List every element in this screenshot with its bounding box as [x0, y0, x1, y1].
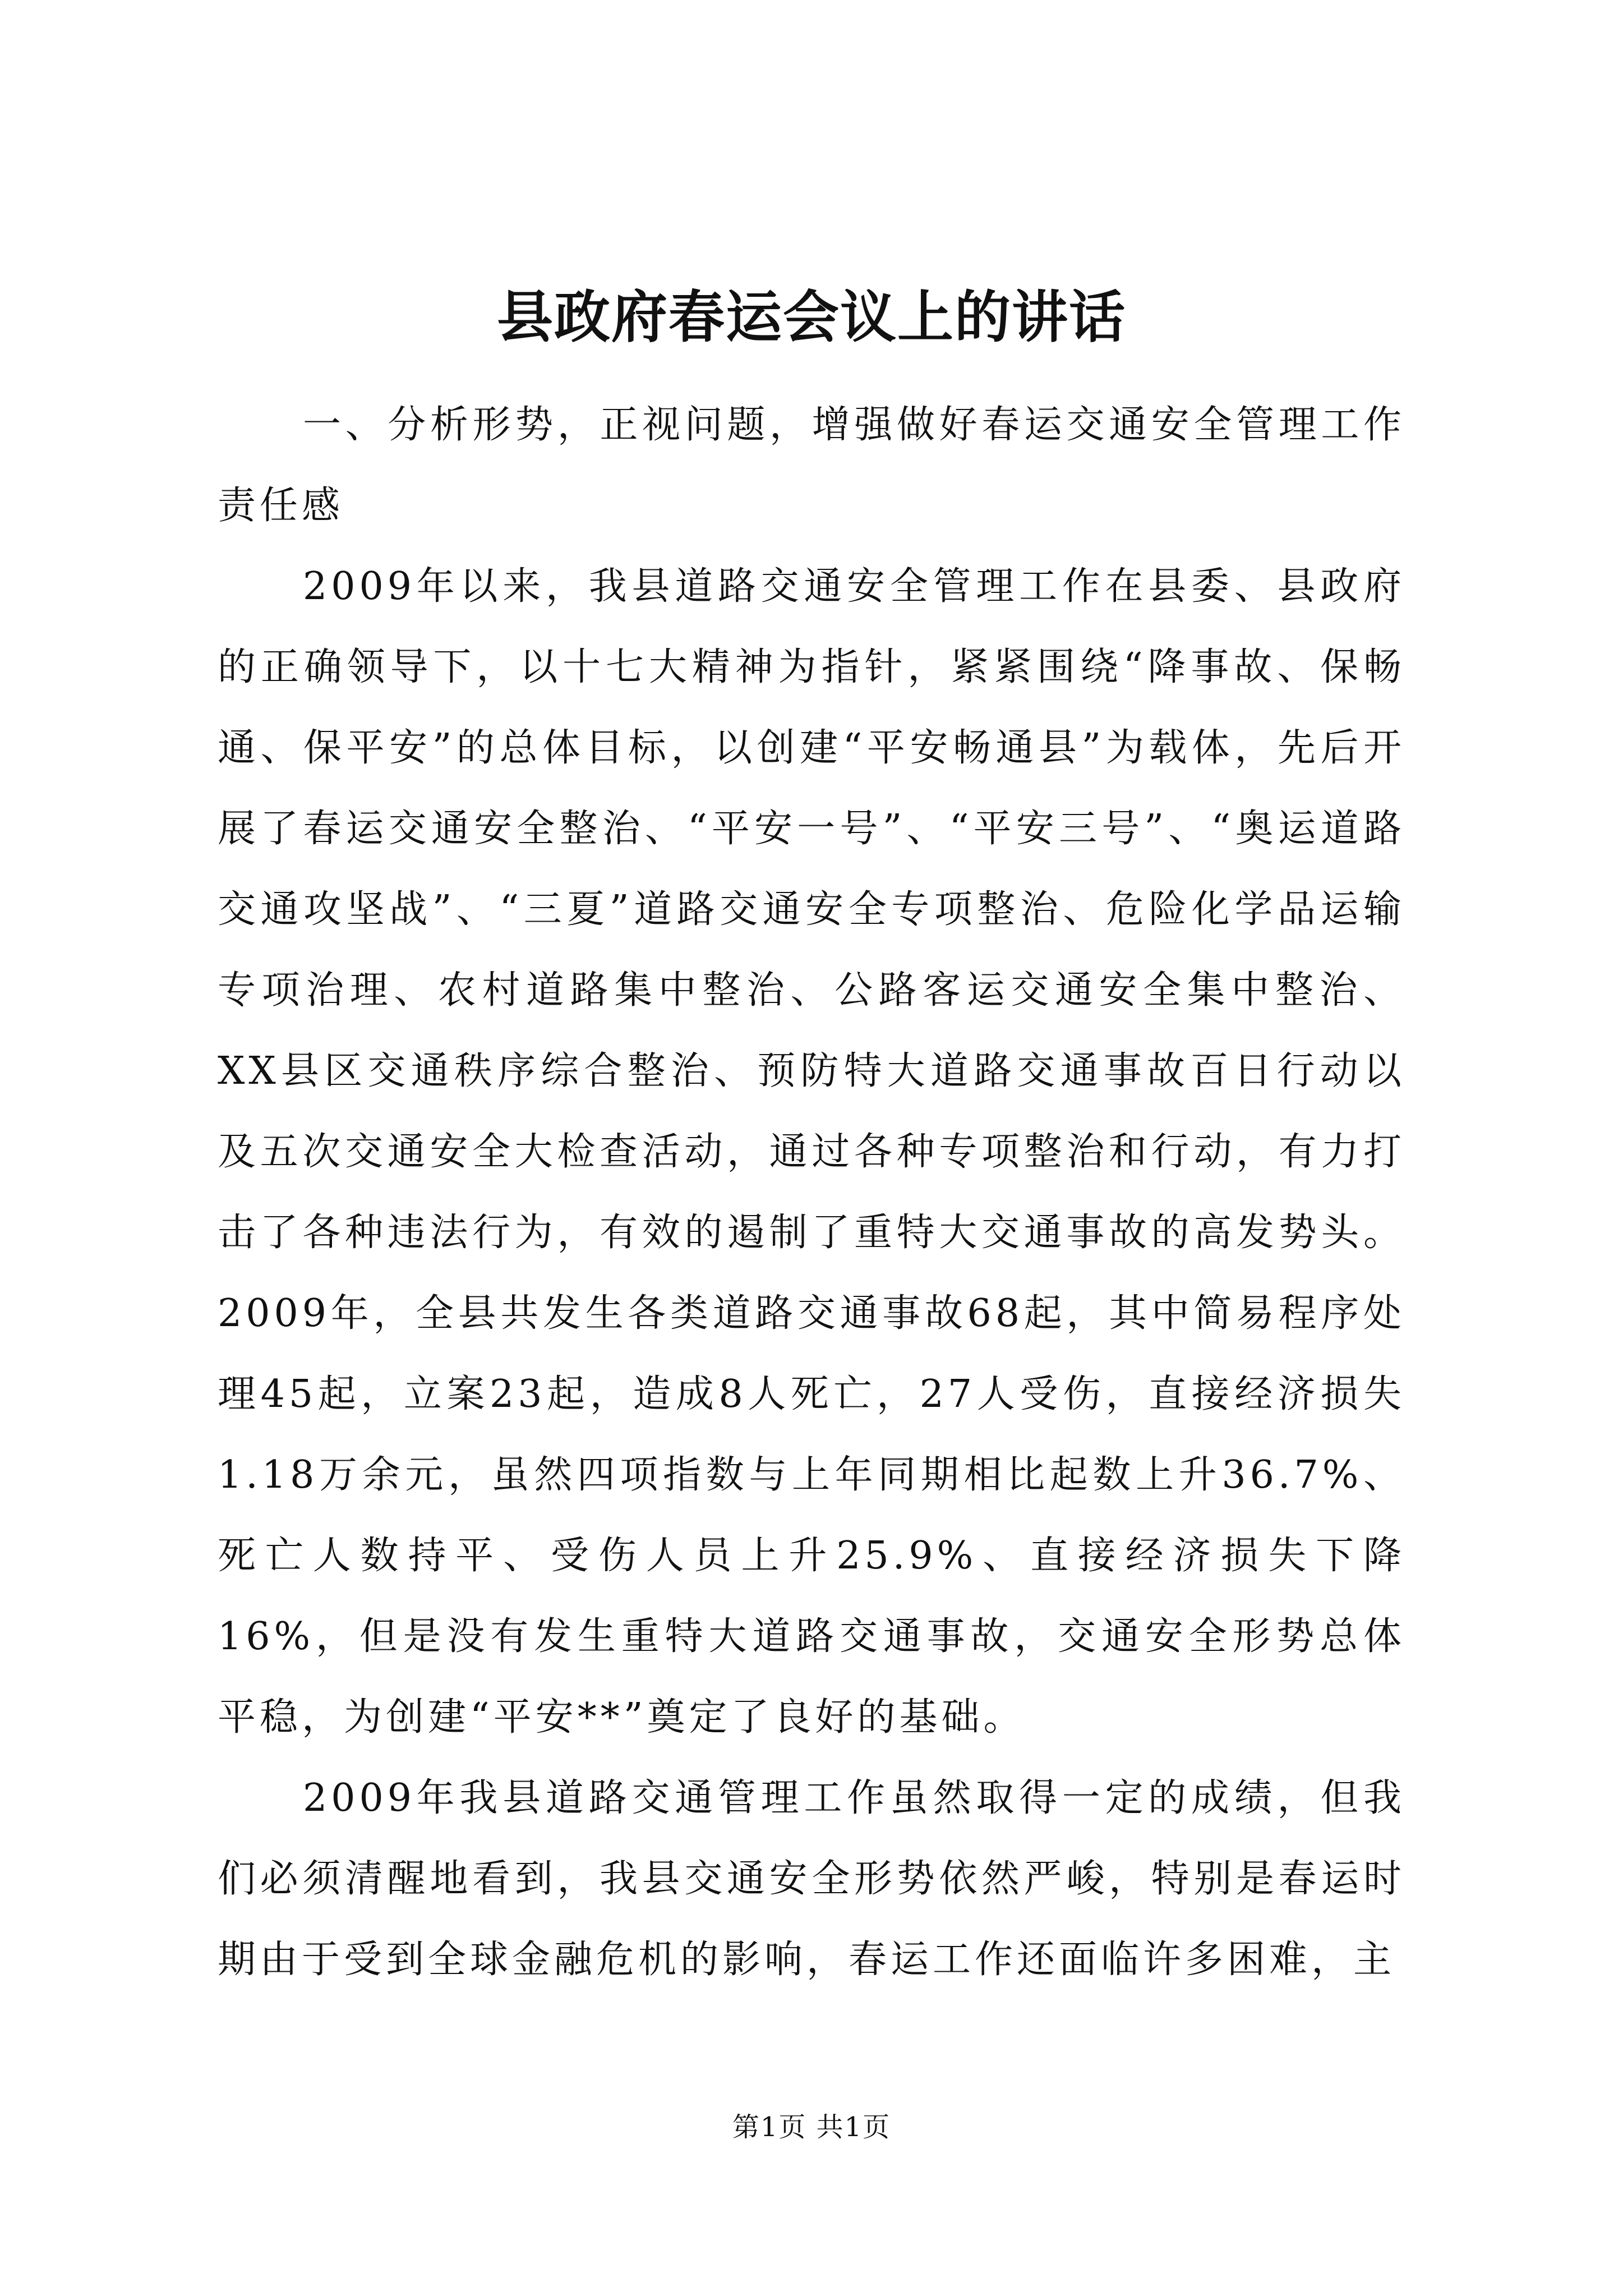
body-paragraph: 2009年我县道路交通管理工作虽然取得一定的成绩，但我们必须清醒地看到，我县交通安全形势依然严峻，特别是春运时期由于受到全球金融危机的影响，春运工作还面临许多困难，主 — [218, 1776, 1405, 1982]
section-heading: 一、分析形势，正视问题，增强做好春运交通安全管理工作责任感 — [218, 403, 1405, 528]
page-number-footer: 第1页 共1页 — [732, 2111, 891, 2143]
document-title: 县政府春运会议上的讲话 — [497, 284, 1126, 350]
document-body — [218, 385, 1405, 2000]
body-paragraph: 2009年以来，我县道路交通安全管理工作在县委、县政府的正确领导下，以十七大精神为指针，紧紧围绕“降事故、保畅通、保平安”的总体目标，以创建“平安畅通县”为载体，先后开展了春运交通安全整治、“平安一号”、“平安三号”、“奥运道路交通攻坚战”、“三夏”道路交通安全专项整治、危险化学品运输专项治理、农村道路集中整治、公路客运交通安全集中整治、XX县区交通秩序综合整治、预防特大道路交通事故百日行动以及五次交通安全大检查活动，通过各种专项整治和行动，有力打击了各种违法行为，有效的遏制了重特大交通事故的高发势头。2009年，全县共发生各类道路交通事故68起，其中简易程序处理45起，立案23起，造成8人死亡，27人受伤，直接经济损失1.18万余元，虽然四项指数与上年同期相比起数上升36.7%、死亡人数持平、受伤人员上升25.9%、直接经济损失下降16%，但是没有发生重特大道路交通事故，交通安全形势总体平稳，为创建“平安**”奠定了良好的基础。 — [218, 564, 1406, 1740]
